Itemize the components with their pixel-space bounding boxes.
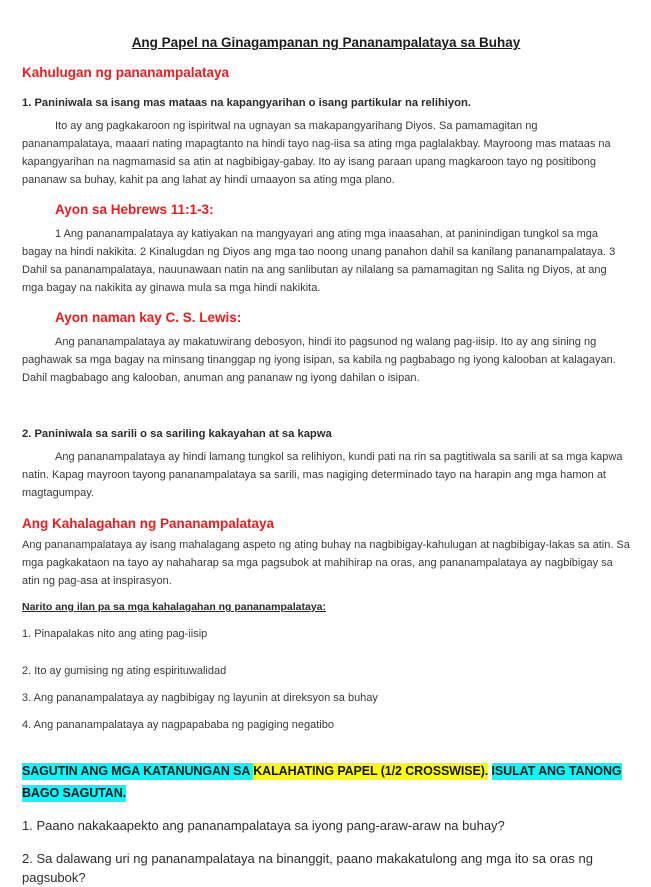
point-1-paragraph: Ito ay ang pagkakaroon ng ispiritwal na ugnayan sa makapangyarihang Diyos. Sa pamamagitan ng pananampalataya, maaari nating mapagtanto na hindi tayo nag-iisa sa ating mga paglalakbay. Mayroong mas mataas na kapangyarihan na nagmamasid sa atin at nagbibigay-gabay. Ito ay isang paraan upang magkaroon tayo ng positibong pananaw sa buhay, kahit pa ang lahat ay hindi umaayon sa ating mga plano. <box>22 120 611 186</box>
importance-list-heading: Narito ang ilan pa sa mga kahalagahan ng pananampalataya: <box>22 601 327 613</box>
point-2-heading: 2. Paniniwala sa sarili o sa sariling kakayahan at sa kapwa <box>22 428 332 440</box>
heading-kahalagahan: Ang Kahalagahan ng Pananampalataya <box>22 516 275 531</box>
kahalagahan-intro: Ang pananampalataya ay isang mahalagang aspeto ng ating buhay na nagbibigay-kahulugan at nagbibigay-lakas sa atin. Sa mga pagkakataon na tayo ay nahaharap sa mga pagsubok at mahihirap na oras, ang pananampalataya ay nagbibigay sa atin ng pag-asa at inspirasyon. <box>22 539 630 587</box>
assignment-highlight-cyan-1: SAGUTIN ANG MGA KATANUNGAN SA <box>22 764 254 778</box>
importance-item-1: 1. Pinapalakas nito ang ating pag-iisip <box>22 628 208 640</box>
page-title: Ang Papel na Ginagampanan ng Pananampalataya sa Buhay <box>131 35 521 50</box>
heading-kahulugan: Kahulugan ng pananampalataya <box>22 65 230 80</box>
lewis-heading: Ayon naman kay C. S. Lewis: <box>55 310 242 325</box>
importance-item-3: 3. Ang pananampalataya ay nagbibigay ng layunin at direksyon sa buhay <box>22 692 378 704</box>
hebrews-quote: 1 Ang pananampalataya ay katiyakan na mangyayari ang ating mga inaasahan, at paninindigan tungkol sa mga bagay na hindi nakikita. 2 Kinalugdan ng Diyos ang mga tao noong unang panahon dahil sa kanilang pananampalataya. 3 Dahil sa pananampalataya, nauunawaan natin na ang sanlibutan ay nilalang sa pamamagitan ng Salita ng Diyos, at ang mga bagay na nakikita ay ginawa mula sa mga hindi nakikita. <box>22 228 616 294</box>
importance-item-2: 2. Ito ay gumising ng ating espirituwalidad <box>22 665 227 677</box>
assignment-instruction <box>22 761 637 804</box>
lewis-quote: Ang pananampalataya ay makatuwirang debosyon, hindi ito pagsunod ng walang pag-iisip. Ito ay ang sining ng paghawak sa mga bagay na minsang tinanggap ng iyong isipan, sa kabila ng pagbabago ng iyong kalooban at kalagayan. Dahil magbabago ang kalooban, anuman ang pananaw ng iyong dahilan o isipan. <box>22 336 616 384</box>
hebrews-heading: Ayon sa Hebrews 11:1-3: <box>55 202 214 217</box>
importance-item-4: 4. Ang pananampalataya ay nagpapababa ng pagiging negatibo <box>22 719 334 731</box>
question-1: 1. Paano nakakaapekto ang pananampalataya sa iyong pang-araw-araw na buhay? <box>22 818 505 833</box>
assignment-highlight-yellow: KALAHATING PAPEL (1/2 CROSSWISE). <box>253 764 489 778</box>
point-2-paragraph: Ang pananampalataya ay hindi lamang tungkol sa relihiyon, kundi pati na rin sa pagtitiwala sa sarili at sa mga kapwa natin. Kapag mayroon tayong pananampalataya sa sarili, mas nagiging determinado tayo na harapin ang mga hamon at magtagumpay. <box>22 451 623 499</box>
question-2: 2. Sa dalawang uri ng pananampalataya na binanggit, paano makakatulong ang mga ito sa oras ng pagsubok? <box>22 851 593 885</box>
point-1-heading: 1. Paniniwala sa isang mas mataas na kapangyarihan o isang partikular na relihiyon. <box>22 97 471 109</box>
assignment-highlight-cyan-2: ISULAT ANG TANONG BAGO SAGUTAN. <box>22 764 622 800</box>
